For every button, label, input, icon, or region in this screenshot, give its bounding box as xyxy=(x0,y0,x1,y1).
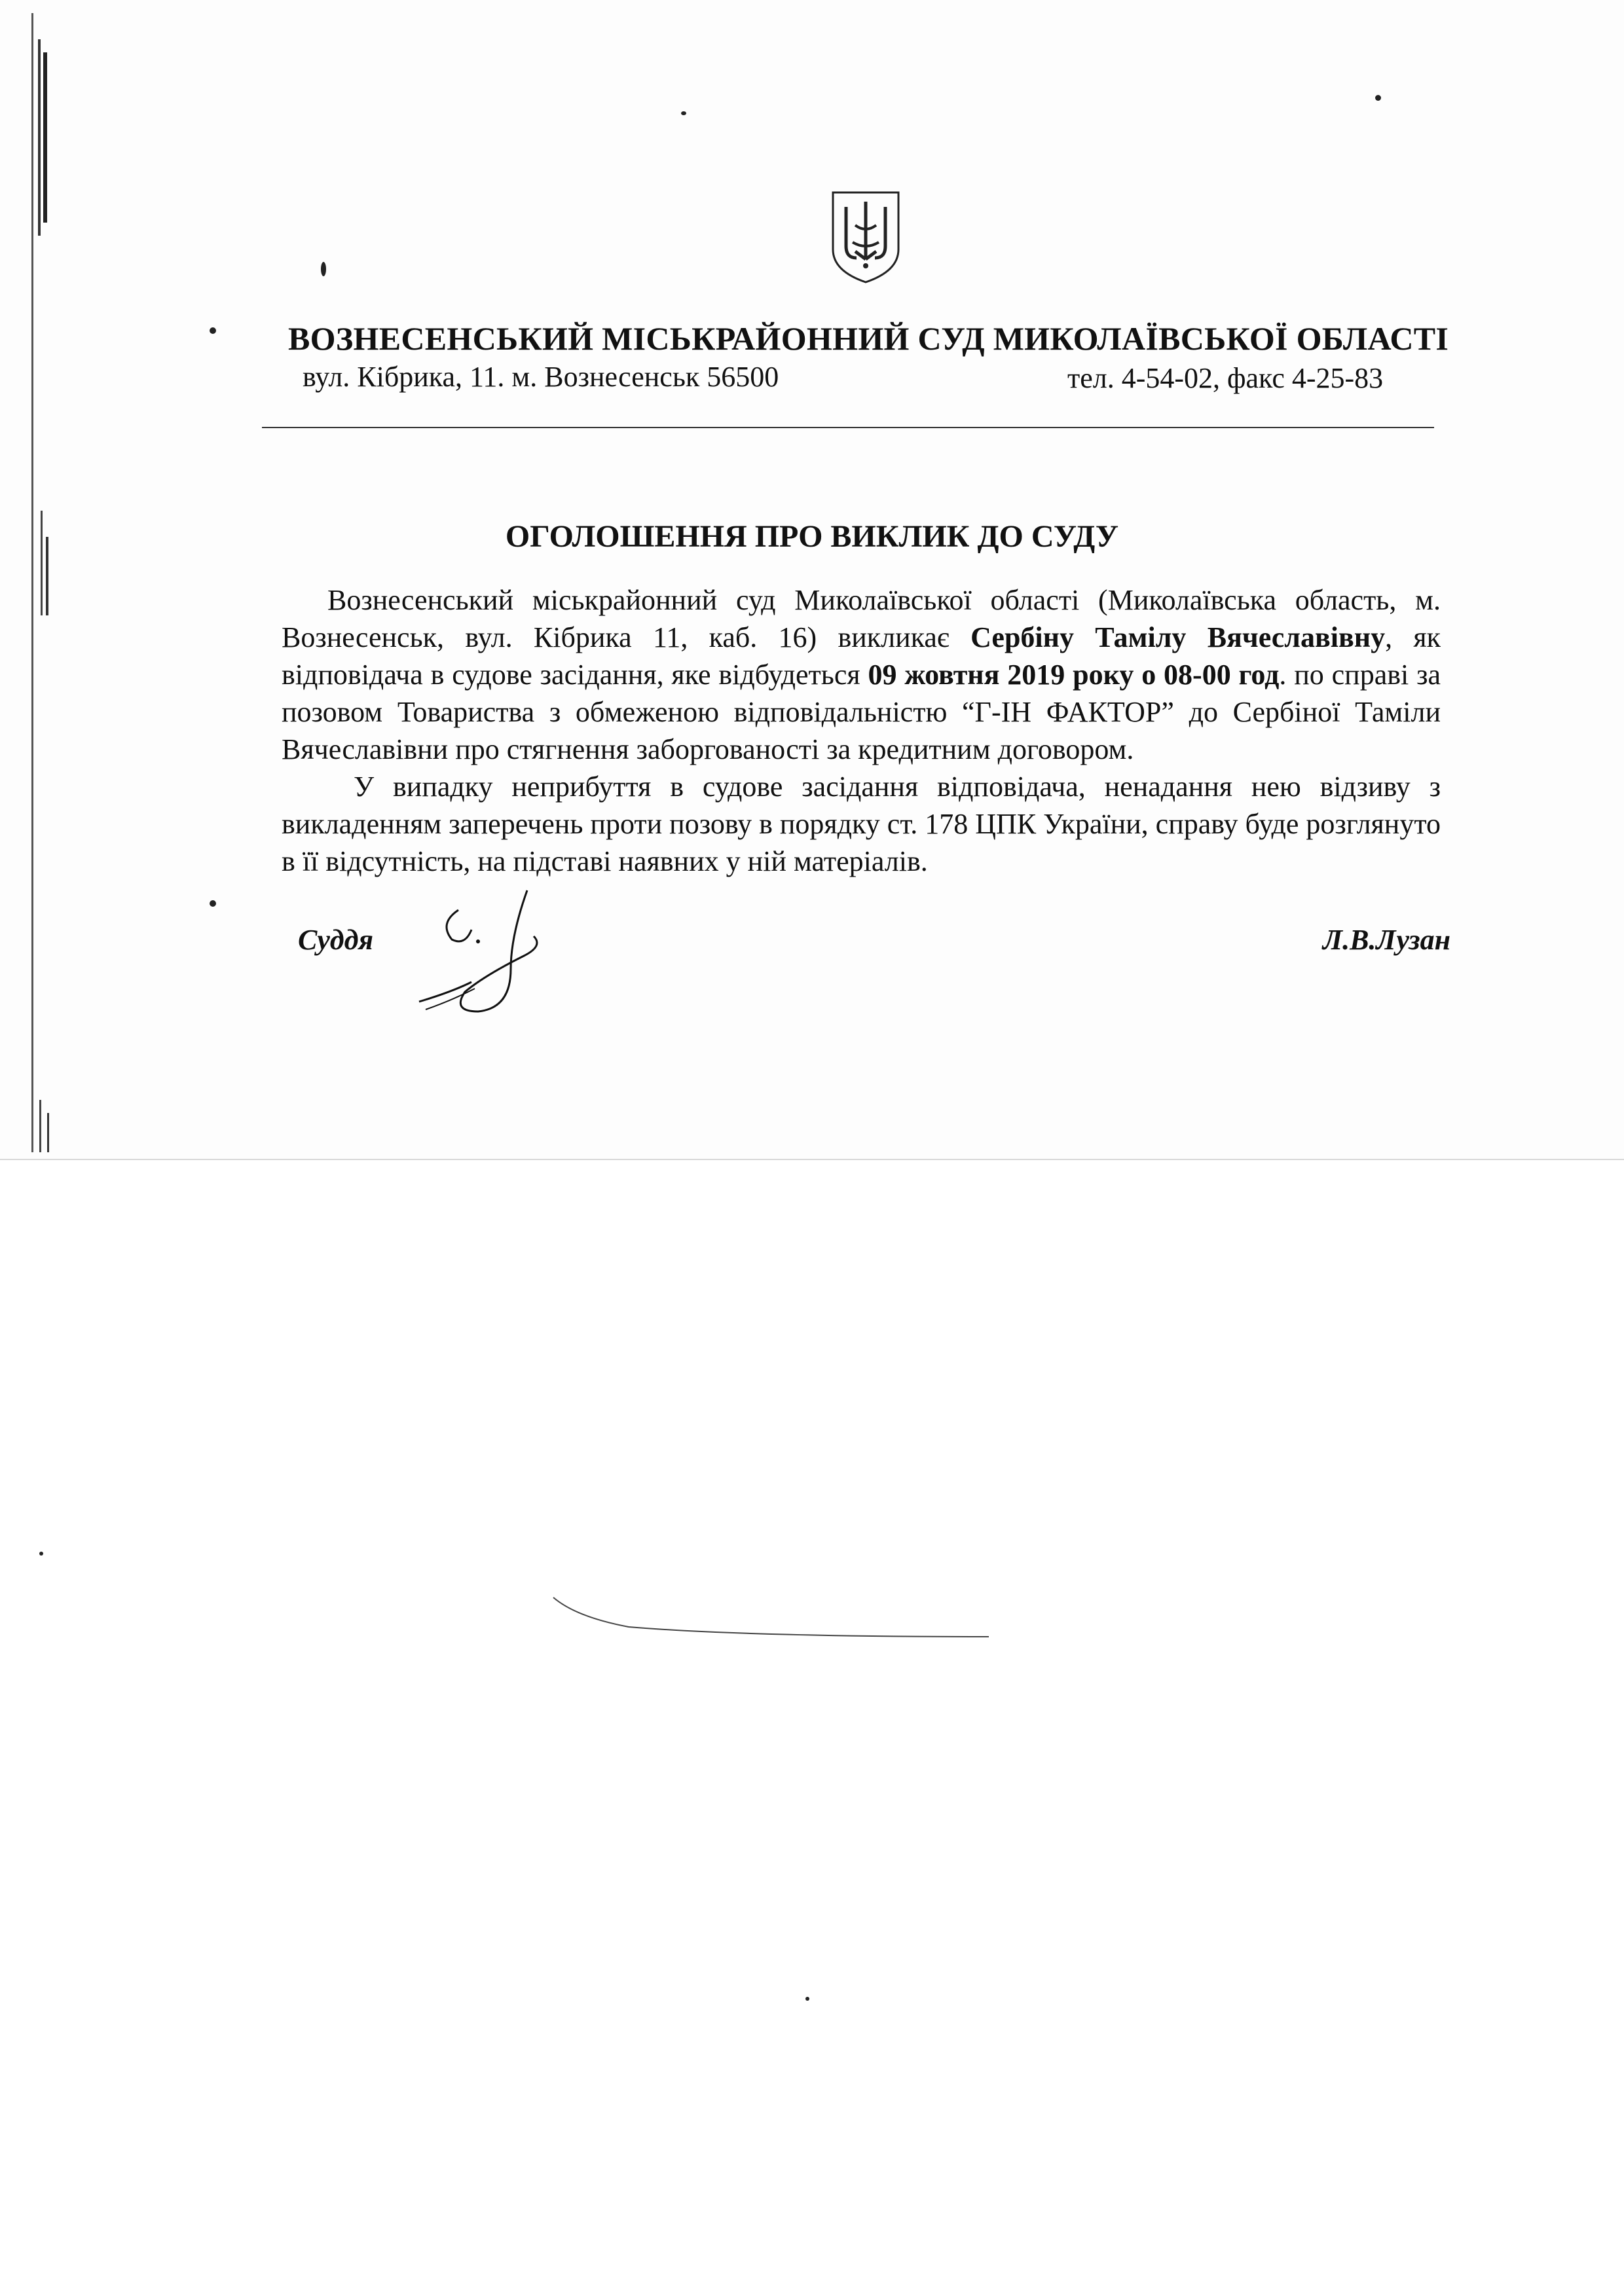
paragraph-1-text-b: , як відповідача в судове засідання, яке відбудеться xyxy=(282,621,1441,691)
judge-name: Л.В.Лузан xyxy=(1322,924,1450,956)
document-title: ОГОЛОШЕННЯ ПРО ВИКЛИК ДО СУДУ xyxy=(505,519,1119,554)
hearing-datetime: 09 жовтня 2019 року о 08-00 год xyxy=(868,659,1280,691)
header-divider xyxy=(262,427,1434,428)
scan-speck xyxy=(39,1552,43,1556)
scan-speck xyxy=(210,900,216,907)
notice-body xyxy=(282,581,1441,880)
scan-speck xyxy=(805,1997,809,2001)
court-name: ВОЗНЕСЕНСЬКИЙ МІСЬКРАЙОННИЙ СУД МИКОЛАЇВСЬКОЇ ОБЛАСТІ xyxy=(288,320,1449,357)
notice-paragraph-2: У випадку неприбуття в судове засідання відповідача, ненадання нею відзиву з викладенням заперечень проти позову в порядку ст. 178 ЦПК України, справу буде розглянуто в її відсутність, на підставі наявних у ній матеріалів. xyxy=(282,771,1441,877)
notice-paragraph-1 xyxy=(282,581,1441,768)
defendant-name: Сербіну Тамілу Вячеславівну xyxy=(970,621,1386,653)
scan-edge-line xyxy=(0,1159,1624,1160)
court-contacts: тел. 4-54-02, факс 4-25-83 xyxy=(1067,362,1384,394)
coat-of-arms-trident-icon xyxy=(826,187,905,285)
scan-edge-marks xyxy=(26,13,72,1152)
scan-speck xyxy=(210,327,216,334)
paragraph-1-text-c: . по справі за позовом Товариства з обмеженою відповідальністю “Г-ІН ФАКТОР” до Сербіної Таміли Вячеславівни про стягнення заборгованості за кредитним договором. xyxy=(282,659,1441,765)
scan-speck xyxy=(1375,95,1381,101)
scan-speck xyxy=(681,111,686,115)
paragraph-1-text-a: Вознесенський міськрайонний суд Миколаївської області (Миколаївська область, м. Вознесенськ, вул. Кібрика 11, каб. 16) викликає xyxy=(282,584,1441,653)
handwritten-signature xyxy=(413,884,576,1028)
stray-pen-mark xyxy=(550,1591,995,1650)
scan-speck xyxy=(321,262,326,276)
judge-label: Суддя xyxy=(298,924,374,956)
court-address: вул. Кібрика, 11. м. Вознесенськ 56500 xyxy=(303,361,779,393)
